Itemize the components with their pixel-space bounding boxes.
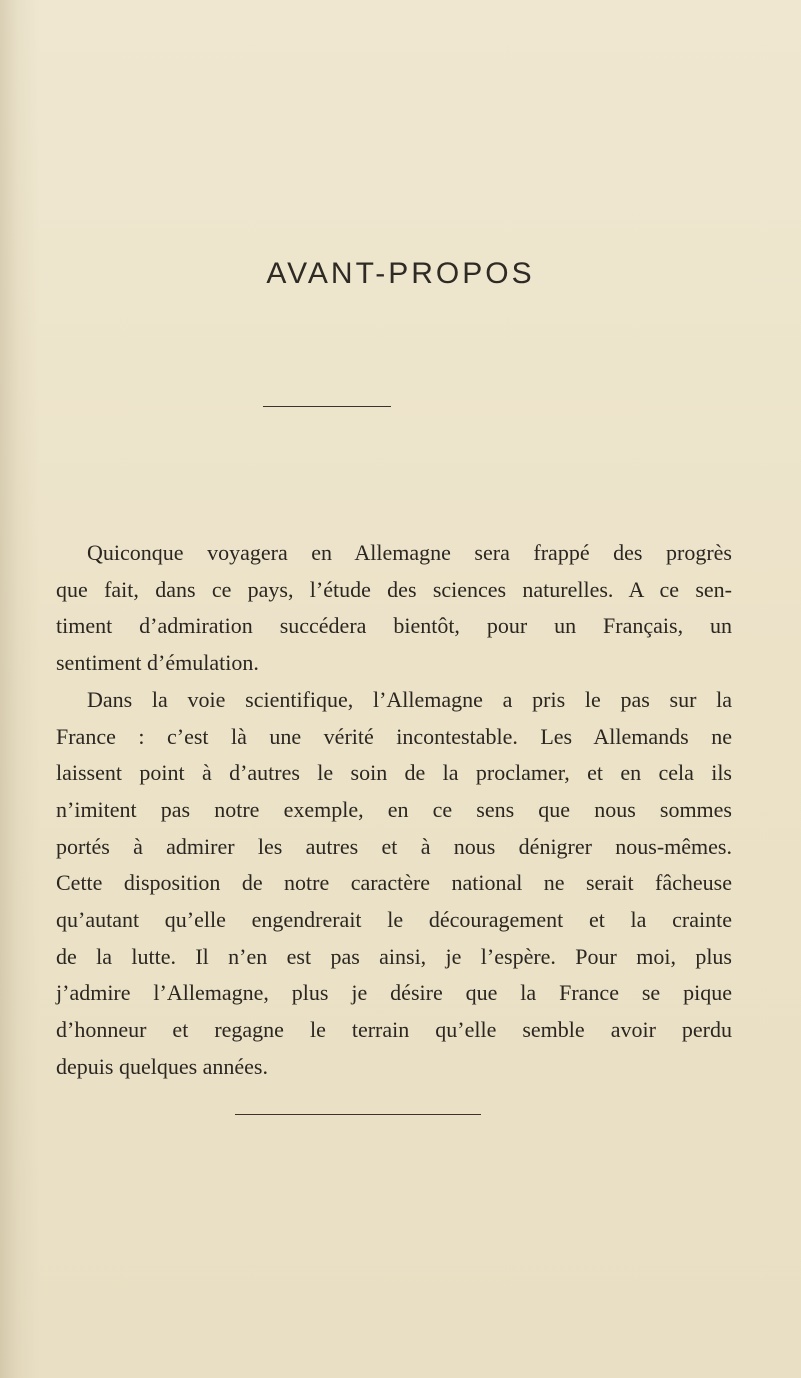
body-text bbox=[56, 535, 732, 1086]
text-line: que fait, dans ce pays, l’étude des sciences naturelles. A ce sen- bbox=[56, 576, 732, 602]
text-line: sentiment d’émulation. bbox=[56, 650, 259, 676]
page-title: AVANT-PROPOS bbox=[266, 257, 535, 290]
text-line: j’admire l’Allemagne, plus je désire que la France se pique bbox=[56, 980, 732, 1006]
text-line: timent d’admiration succédera bientôt, pour un Français, un bbox=[56, 613, 732, 639]
title-divider bbox=[263, 406, 391, 407]
end-divider bbox=[235, 1114, 481, 1115]
text-line: d’honneur et regagne le terrain qu’elle semble avoir perdu bbox=[56, 1017, 732, 1043]
text-line: qu’autant qu’elle engendrerait le découragement et la crainte bbox=[56, 907, 732, 933]
text-line: depuis quelques années. bbox=[56, 1053, 268, 1079]
text-line: laissent point à d’autres le soin de la proclamer, et en cela ils bbox=[56, 760, 732, 786]
text-line: portés à admirer les autres et à nous dénigrer nous-mêmes. bbox=[56, 833, 732, 859]
text-line: France : c’est là une vérité incontestable. Les Allemands ne bbox=[56, 723, 732, 749]
text-line: n’imitent pas notre exemple, en ce sens que nous sommes bbox=[56, 796, 732, 822]
text-line: Quiconque voyagera en Allemagne sera frappé des progrès bbox=[87, 540, 732, 565]
text-line: de la lutte. Il n’en est pas ainsi, je l’espère. Pour moi, plus bbox=[56, 943, 732, 969]
text-line: Cette disposition de notre caractère national ne serait fâcheuse bbox=[56, 870, 732, 896]
text-line: Dans la voie scientifique, l’Allemagne a pris le pas sur la bbox=[87, 686, 732, 712]
